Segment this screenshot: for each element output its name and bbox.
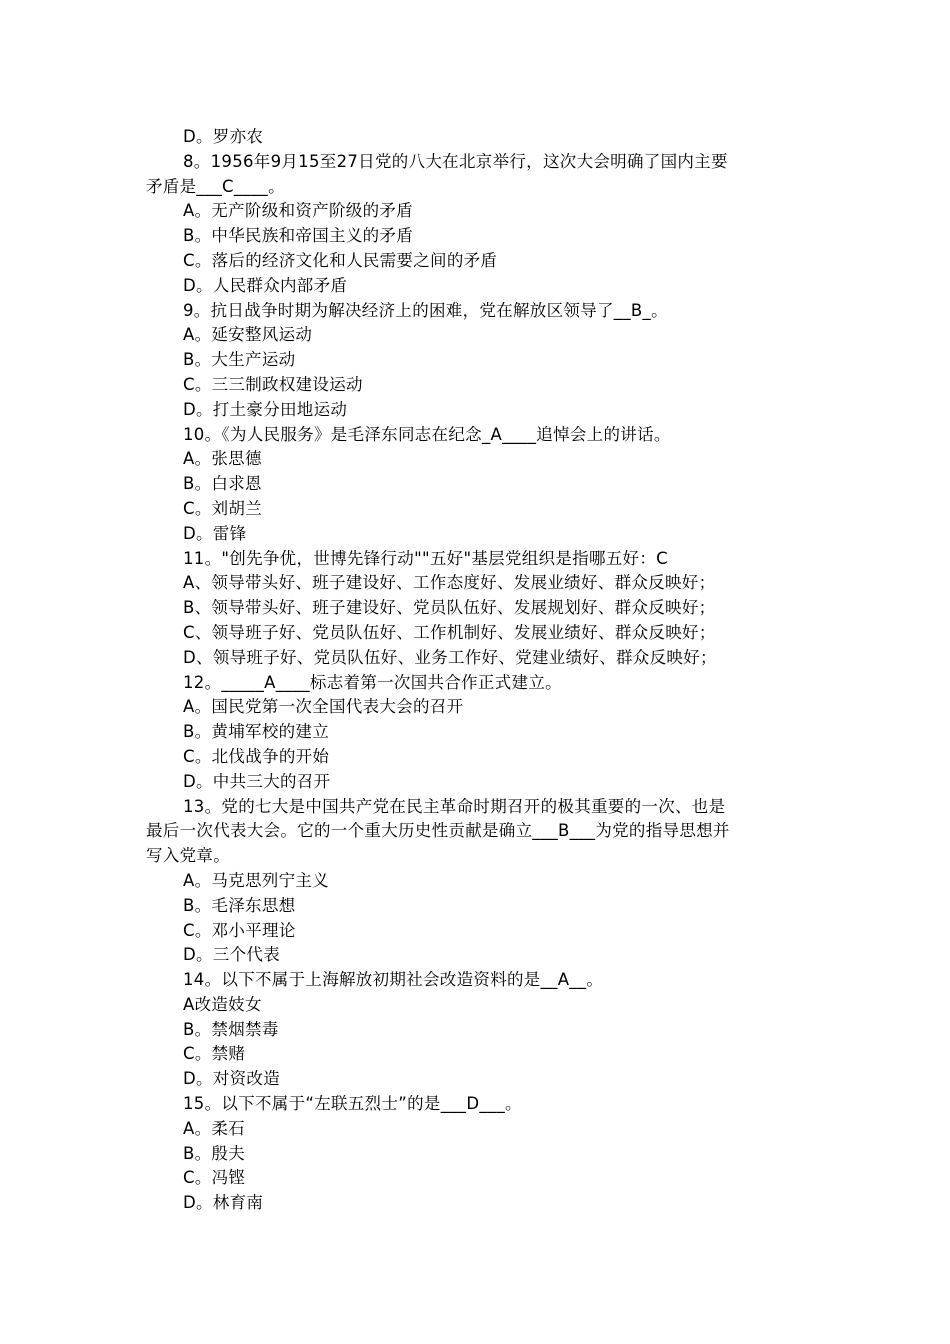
text-line: 13。党的七大是中国共产党在民主革命时期召开的极其重要的一次、也是 <box>183 796 726 816</box>
text-line: C。刘胡兰 <box>183 498 263 518</box>
text-line: 写入党章。 <box>146 846 230 866</box>
text-line: A改造妓女 <box>183 994 262 1014</box>
text-line: 10。《为人民服务》是毛泽东同志在纪念_A____追悼会上的讲话。 <box>183 424 671 444</box>
text-line: B。殷夫 <box>183 1143 246 1163</box>
text-line: C。北伐战争的开始 <box>183 746 330 766</box>
text-line: B。中华民族和帝国主义的矛盾 <box>183 226 414 246</box>
text-line: 11。"创先争优，世博先锋行动""五好"基层党组织是指哪五好：C <box>183 548 668 568</box>
text-line: D。打土豪分田地运动 <box>183 399 348 419</box>
text-line: A。国民党第一次全国代表大会的召开 <box>183 697 464 717</box>
text-line: C。禁赌 <box>183 1044 246 1064</box>
text-line: D。林育南 <box>183 1193 264 1213</box>
text-line: D。对资改造 <box>183 1069 281 1089</box>
text-line: B。白求恩 <box>183 474 262 494</box>
text-line: B。黄埔军校的建立 <box>183 722 330 742</box>
text-line: B。毛泽东思想 <box>183 895 296 915</box>
text-line: D、领导班子好、党员队伍好、业务工作好、党建业绩好、群众反映好； <box>183 647 717 667</box>
text-line: A。延安整风运动 <box>183 325 313 345</box>
text-line: C。冯铿 <box>183 1168 246 1188</box>
text-line: 14。以下不属于上海解放初期社会改造资料的是__A__。 <box>183 970 604 990</box>
text-line: D。三个代表 <box>183 945 281 965</box>
text-line: 15。以下不属于“左联五烈士”的是___D___。 <box>183 1094 522 1114</box>
text-line: A。马克思列宁主义 <box>183 870 329 890</box>
text-line: 矛盾是___C____。 <box>146 176 285 196</box>
text-line: C。落后的经济文化和人民需要之间的矛盾 <box>183 250 498 270</box>
text-line: D。雷锋 <box>183 523 247 543</box>
text-line: C、领导班子好、党员队伍好、工作机制好、发展业绩好、群众反映好； <box>183 622 716 642</box>
text-line: B。禁烟禁毒 <box>183 1019 279 1039</box>
text-line: B。大生产运动 <box>183 350 296 370</box>
text-line: A。柔石 <box>183 1118 245 1138</box>
text-line: A。无产阶级和资产阶级的矛盾 <box>183 201 413 221</box>
text-line: A。张思德 <box>183 449 262 469</box>
text-line: D。中共三大的召开 <box>183 771 331 791</box>
text-line: C。三三制政权建设运动 <box>183 374 363 394</box>
text-line: 8。1956年9月15至27日党的八大在北京举行，这次大会明确了国内主要 <box>183 151 728 171</box>
text-line: B、领导带头好、班子建设好、党员队伍好、发展规划好、群众反映好； <box>183 598 716 618</box>
text-line: 9。抗日战争时期为解决经济上的困难，党在解放区领导了__B_。 <box>183 300 668 320</box>
text-line: A、领导带头好、班子建设好、工作态度好、发展业绩好、群众反映好； <box>183 573 716 593</box>
text-line: 最后一次代表大会。它的一个重大历史性贡献是确立___B___为党的指导思想并 <box>146 821 730 841</box>
text-line: 12。_____A____标志着第一次国共合作正式建立。 <box>183 672 562 692</box>
text-line: C。邓小平理论 <box>183 920 296 940</box>
text-line: D。人民群众内部矛盾 <box>183 275 348 295</box>
text-line: D。罗亦农 <box>183 127 264 146</box>
document-body <box>146 125 811 1216</box>
